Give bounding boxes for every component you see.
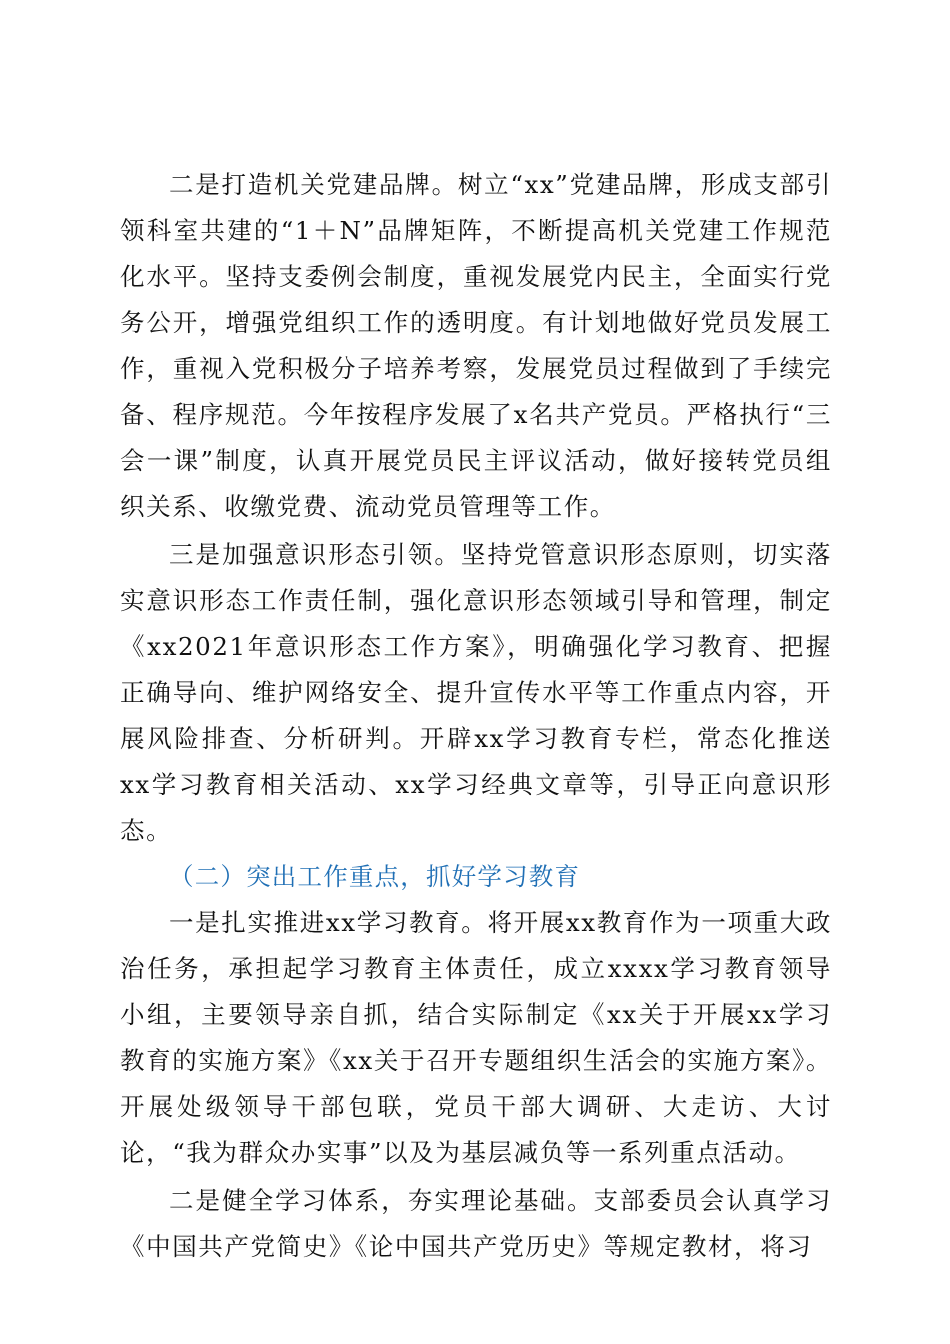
- paragraph-study-education: 一是扎实推进xx学习教育。将开展xx教育作为一项重大政治任务，承担起学习教育主体责任，成立xxxx学习教育领导小组，主要领导亲自抓，结合实际制定《xx关于开展xx学习教育的实施方案》《xx关于召开专题组织生活会的实施方案》。开展处级领导干部包联，党员干部大调研、大走访、大讨论，“我为群众办实事”以及为基层减负等一系列重点活动。: [120, 908, 832, 1167]
- paragraph-study-system: 二是健全学习体系，夯实理论基础。支部委员会认真学习《中国共产党简史》《论中国共产党历史》等规定教材，将习: [120, 1186, 832, 1261]
- paragraph-party-brand: 二是打造机关党建品牌。树立“xx”党建品牌，形成支部引领科室共建的“1＋N”品牌矩阵，不断提高机关党建工作规范化水平。坚持支委例会制度，重视发展党内民主，全面实行党务公开，增强党组织工作的透明度。有计划地做好党员发展工作，重视入党积极分子培养考察，发展党员过程做到了手续完备、程序规范。今年按程序发展了x名共产党员。严格执行“三会一课”制度，认真开展党员民主评议活动，做好接转党员组织关系、收缴党费、流动党员管理等工作。: [120, 170, 832, 521]
- document-body: [120, 162, 832, 1270]
- paragraph-ideology: 三是加强意识形态引领。坚持党管意识形态原则，切实落实意识形态工作责任制，强化意识形态领域引导和管理，制定《xx2021年意识形态工作方案》，明确强化学习教育、把握正确导向、维护网络安全、提升宣传水平等工作重点内容，开展风险排查、分析研判。开辟xx学习教育专栏，常态化推送xx学习教育相关活动、xx学习经典文章等，引导正向意识形态。: [120, 540, 832, 845]
- section-heading: （二）突出工作重点，抓好学习教育: [169, 862, 581, 891]
